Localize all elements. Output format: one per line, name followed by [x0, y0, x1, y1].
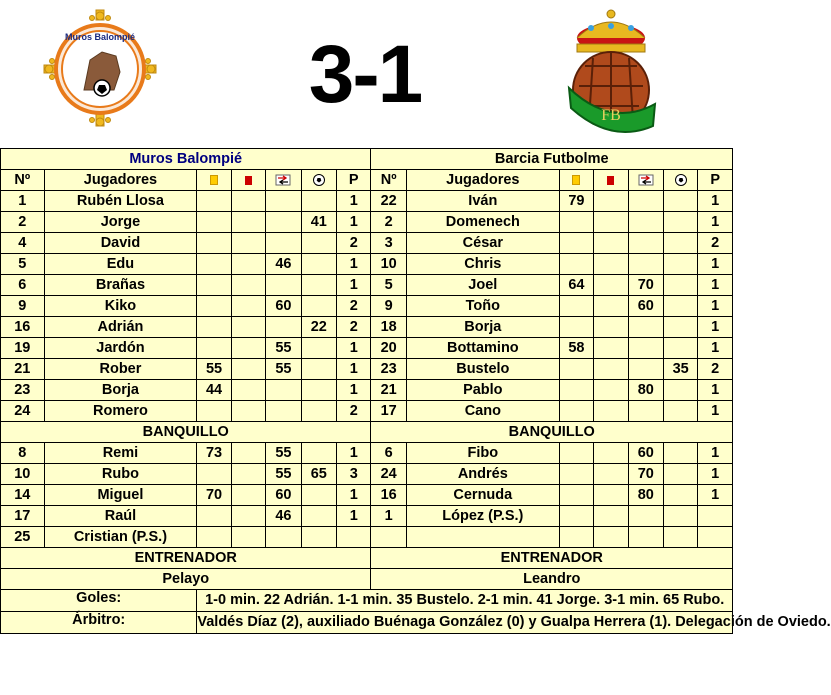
table-row — [1, 191, 733, 212]
red-card-minute — [231, 464, 265, 485]
player-number: 10 — [371, 254, 406, 275]
goal-minute — [663, 401, 697, 422]
player-name: Domenech — [406, 212, 559, 233]
yellow-card-minute — [197, 191, 231, 212]
player-points: 2 — [698, 359, 733, 380]
goal-minute — [663, 191, 697, 212]
red-card-minute — [231, 254, 265, 275]
goal-minute — [663, 317, 697, 338]
player-name: Edu — [44, 254, 197, 275]
substitution-minute — [628, 401, 663, 422]
red-card-minute — [594, 254, 628, 275]
player-number: 10 — [1, 464, 45, 485]
red-card-minute — [231, 506, 265, 527]
player-name: Adrián — [44, 317, 197, 338]
substitution-icon — [639, 175, 653, 185]
yellow-card-minute — [559, 254, 593, 275]
player-number: 5 — [1, 254, 45, 275]
player-number: 8 — [1, 443, 45, 464]
red-card-minute — [594, 212, 628, 233]
substitution-minute: 55 — [266, 443, 301, 464]
goal-minute — [301, 359, 336, 380]
col-header-goal — [301, 170, 336, 191]
yellow-card-icon — [572, 175, 580, 185]
player-number: 6 — [1, 275, 45, 296]
player-number: 18 — [371, 317, 406, 338]
player-name: Jorge — [44, 212, 197, 233]
red-card-minute — [231, 380, 265, 401]
player-number: 22 — [371, 191, 406, 212]
goal-minute — [663, 527, 697, 548]
substitution-icon — [276, 175, 290, 185]
player-name: Cano — [406, 401, 559, 422]
yellow-card-minute — [559, 317, 593, 338]
player-number — [371, 527, 406, 548]
yellow-card-minute — [197, 401, 231, 422]
player-name: Andrés — [406, 464, 559, 485]
goal-minute — [663, 506, 697, 527]
home-crest — [44, 10, 156, 128]
red-card-icon — [245, 176, 252, 185]
goal-minute — [301, 443, 336, 464]
substitution-minute: 46 — [266, 506, 301, 527]
referee-label: Árbitro: — [1, 612, 197, 634]
red-card-minute — [594, 296, 628, 317]
yellow-card-minute — [559, 233, 593, 254]
goals-summary: 1-0 min. 22 Adrián. 1-1 min. 35 Bustelo. 2-1 min. 41 Jorge. 3-1 min. 65 Rubo. — [197, 590, 733, 612]
player-points: 2 — [337, 233, 371, 254]
player-points: 1 — [337, 359, 371, 380]
red-card-minute — [231, 233, 265, 254]
away-crest-monogram: FB — [601, 107, 621, 124]
substitution-minute: 60 — [266, 296, 301, 317]
yellow-card-minute — [197, 527, 231, 548]
player-name: Brañas — [44, 275, 197, 296]
substitution-minute — [266, 233, 301, 254]
substitution-minute — [628, 191, 663, 212]
away-coach-name: Leandro — [371, 569, 733, 590]
home-col-points: P — [337, 170, 371, 191]
goal-minute: 41 — [301, 212, 336, 233]
substitution-minute: 80 — [628, 380, 663, 401]
player-points: 2 — [337, 317, 371, 338]
player-name: Cristian (P.S.) — [44, 527, 197, 548]
yellow-card-minute — [559, 380, 593, 401]
goal-minute: 35 — [663, 359, 697, 380]
player-points: 1 — [698, 296, 733, 317]
yellow-card-minute: 70 — [197, 485, 231, 506]
red-card-minute — [594, 464, 628, 485]
yellow-card-minute — [197, 464, 231, 485]
player-number: 20 — [371, 338, 406, 359]
red-card-minute — [594, 506, 628, 527]
player-points: 1 — [698, 254, 733, 275]
red-card-minute — [231, 296, 265, 317]
substitution-minute: 70 — [628, 275, 663, 296]
col-header-sub — [628, 170, 663, 191]
substitution-minute — [266, 212, 301, 233]
match-header — [0, 0, 733, 148]
red-card-minute — [231, 275, 265, 296]
red-card-minute — [594, 485, 628, 506]
referee-summary: Valdés Díaz (2), auxiliado Buénaga González (0) y Gualpa Herrera (1). Delegación de Oviedo. — [197, 612, 733, 634]
substitution-minute: 60 — [628, 296, 663, 317]
red-card-minute — [594, 191, 628, 212]
substitution-minute — [628, 359, 663, 380]
table-row — [1, 296, 733, 317]
player-points: 1 — [337, 338, 371, 359]
player-points — [698, 527, 733, 548]
substitution-minute — [628, 527, 663, 548]
away-col-number: Nº — [371, 170, 406, 191]
red-card-minute — [594, 317, 628, 338]
yellow-card-minute — [197, 506, 231, 527]
red-card-minute — [594, 443, 628, 464]
red-card-minute — [594, 338, 628, 359]
substitution-minute: 55 — [266, 338, 301, 359]
substitution-minute: 80 — [628, 485, 663, 506]
ball-icon — [675, 174, 687, 186]
red-card-minute — [231, 443, 265, 464]
player-name: Romero — [44, 401, 197, 422]
table-row — [1, 401, 733, 422]
table-row — [1, 506, 733, 527]
substitution-minute — [628, 254, 663, 275]
away-col-points: P — [698, 170, 733, 191]
substitution-minute — [266, 275, 301, 296]
away-col-players: Jugadores — [406, 170, 559, 191]
home-team-name: Muros Balompié — [1, 149, 371, 170]
red-card-minute — [594, 233, 628, 254]
player-number: 1 — [1, 191, 45, 212]
col-header-red — [594, 170, 628, 191]
substitution-minute — [266, 191, 301, 212]
player-name: David — [44, 233, 197, 254]
player-number: 1 — [371, 506, 406, 527]
goal-minute — [301, 233, 336, 254]
table-row — [1, 527, 733, 548]
substitution-minute: 46 — [266, 254, 301, 275]
player-points: 1 — [698, 464, 733, 485]
player-points: 1 — [698, 212, 733, 233]
substitution-minute — [266, 317, 301, 338]
home-coach-heading: ENTRENADOR — [1, 548, 371, 569]
substitution-minute — [266, 401, 301, 422]
red-card-minute — [231, 317, 265, 338]
table-row — [1, 380, 733, 401]
player-points: 2 — [698, 233, 733, 254]
player-number: 16 — [1, 317, 45, 338]
player-name: López (P.S.) — [406, 506, 559, 527]
goal-minute — [301, 296, 336, 317]
substitution-minute: 60 — [628, 443, 663, 464]
red-card-minute — [231, 527, 265, 548]
goal-minute — [301, 527, 336, 548]
table-row — [1, 464, 733, 485]
col-header-yellow — [559, 170, 593, 191]
yellow-card-icon — [210, 175, 218, 185]
red-card-minute — [231, 359, 265, 380]
goal-minute — [663, 296, 697, 317]
player-name: Remi — [44, 443, 197, 464]
player-number: 2 — [1, 212, 45, 233]
player-name: Bustelo — [406, 359, 559, 380]
player-name: Borja — [406, 317, 559, 338]
player-points: 1 — [698, 275, 733, 296]
away-coach-heading: ENTRENADOR — [371, 548, 733, 569]
player-number: 9 — [371, 296, 406, 317]
player-points: 1 — [337, 212, 371, 233]
player-name: Rubo — [44, 464, 197, 485]
player-points: 1 — [337, 191, 371, 212]
player-points: 1 — [698, 317, 733, 338]
away-crest — [565, 8, 657, 136]
table-row — [1, 254, 733, 275]
substitution-minute: 55 — [266, 464, 301, 485]
player-number: 4 — [1, 233, 45, 254]
yellow-card-minute — [559, 212, 593, 233]
yellow-card-minute — [559, 506, 593, 527]
table-row — [1, 317, 733, 338]
player-points: 1 — [337, 254, 371, 275]
player-number: 6 — [371, 443, 406, 464]
goal-minute — [663, 212, 697, 233]
goal-minute — [301, 506, 336, 527]
home-bench-heading: BANQUILLO — [1, 422, 371, 443]
player-points: 1 — [337, 380, 371, 401]
yellow-card-minute: 73 — [197, 443, 231, 464]
player-name: Kiko — [44, 296, 197, 317]
yellow-card-minute — [197, 212, 231, 233]
player-number: 17 — [1, 506, 45, 527]
red-card-minute — [231, 212, 265, 233]
red-card-minute — [231, 485, 265, 506]
yellow-card-minute — [197, 254, 231, 275]
goal-minute — [663, 275, 697, 296]
player-number: 24 — [1, 401, 45, 422]
away-team-name: Barcia Futbolme — [371, 149, 733, 170]
red-card-minute — [231, 338, 265, 359]
goal-minute — [663, 485, 697, 506]
goal-minute — [301, 401, 336, 422]
goal-minute — [301, 338, 336, 359]
red-card-icon — [607, 176, 614, 185]
substitution-minute — [628, 233, 663, 254]
red-card-minute — [594, 380, 628, 401]
yellow-card-minute: 44 — [197, 380, 231, 401]
substitution-minute: 55 — [266, 359, 301, 380]
yellow-card-minute — [559, 485, 593, 506]
player-number: 16 — [371, 485, 406, 506]
yellow-card-minute — [559, 443, 593, 464]
yellow-card-minute — [197, 317, 231, 338]
player-points: 1 — [698, 338, 733, 359]
goal-minute — [301, 254, 336, 275]
yellow-card-minute — [559, 527, 593, 548]
substitution-minute — [266, 527, 301, 548]
red-card-minute — [594, 359, 628, 380]
player-points: 1 — [698, 485, 733, 506]
player-name: Cernuda — [406, 485, 559, 506]
yellow-card-minute — [559, 359, 593, 380]
substitution-minute: 60 — [266, 485, 301, 506]
goal-minute: 22 — [301, 317, 336, 338]
substitution-minute — [628, 338, 663, 359]
goal-minute — [663, 443, 697, 464]
goal-minute — [663, 380, 697, 401]
goals-label: Goles: — [1, 590, 197, 612]
player-name: Rubén Llosa — [44, 191, 197, 212]
col-header-red — [231, 170, 265, 191]
yellow-card-minute: 58 — [559, 338, 593, 359]
player-name: Rober — [44, 359, 197, 380]
substitution-minute: 70 — [628, 464, 663, 485]
player-number: 17 — [371, 401, 406, 422]
home-crest-text: Muros Balompié — [64, 32, 136, 42]
player-points: 3 — [337, 464, 371, 485]
goal-minute — [663, 233, 697, 254]
red-card-minute — [231, 401, 265, 422]
table-row — [1, 338, 733, 359]
player-number: 21 — [1, 359, 45, 380]
player-points: 1 — [337, 485, 371, 506]
player-number: 25 — [1, 527, 45, 548]
red-card-minute — [594, 527, 628, 548]
substitution-minute — [266, 380, 301, 401]
table-row — [1, 275, 733, 296]
player-name: Jardón — [44, 338, 197, 359]
player-number: 3 — [371, 233, 406, 254]
home-col-number: Nº — [1, 170, 45, 191]
col-header-goal — [663, 170, 697, 191]
player-points: 1 — [337, 275, 371, 296]
away-bench-heading: BANQUILLO — [371, 422, 733, 443]
player-points: 2 — [337, 296, 371, 317]
player-name: Borja — [44, 380, 197, 401]
player-name: Iván — [406, 191, 559, 212]
player-number: 9 — [1, 296, 45, 317]
player-number: 19 — [1, 338, 45, 359]
player-points — [698, 506, 733, 527]
ball-icon — [313, 174, 325, 186]
table-row — [1, 443, 733, 464]
player-points — [337, 527, 371, 548]
player-name: Raúl — [44, 506, 197, 527]
yellow-card-minute: 79 — [559, 191, 593, 212]
red-card-minute — [231, 191, 265, 212]
player-points: 1 — [698, 380, 733, 401]
player-name: César — [406, 233, 559, 254]
substitution-minute — [628, 506, 663, 527]
yellow-card-minute: 64 — [559, 275, 593, 296]
player-points: 1 — [337, 443, 371, 464]
table-row — [1, 359, 733, 380]
table-row — [1, 212, 733, 233]
player-number: 14 — [1, 485, 45, 506]
goal-minute — [663, 254, 697, 275]
yellow-card-minute — [559, 464, 593, 485]
player-name — [406, 527, 559, 548]
player-number: 2 — [371, 212, 406, 233]
substitution-minute — [628, 317, 663, 338]
yellow-card-minute — [559, 296, 593, 317]
red-card-minute — [594, 401, 628, 422]
player-points: 1 — [698, 401, 733, 422]
player-name: Joel — [406, 275, 559, 296]
col-header-sub — [266, 170, 301, 191]
player-number: 21 — [371, 380, 406, 401]
goal-minute — [663, 464, 697, 485]
yellow-card-minute — [197, 338, 231, 359]
yellow-card-minute — [197, 233, 231, 254]
home-coach-name: Pelayo — [1, 569, 371, 590]
table-row — [1, 485, 733, 506]
player-name: Toño — [406, 296, 559, 317]
player-name: Miguel — [44, 485, 197, 506]
yellow-card-minute: 55 — [197, 359, 231, 380]
table-row — [1, 233, 733, 254]
player-number: 23 — [371, 359, 406, 380]
goal-minute — [301, 275, 336, 296]
match-sheet — [0, 148, 831, 634]
player-number: 5 — [371, 275, 406, 296]
goal-minute — [301, 485, 336, 506]
yellow-card-minute — [197, 296, 231, 317]
player-points: 1 — [698, 191, 733, 212]
player-name: Fibo — [406, 443, 559, 464]
goal-minute: 65 — [301, 464, 336, 485]
player-points: 1 — [698, 443, 733, 464]
goal-minute — [301, 380, 336, 401]
player-number: 24 — [371, 464, 406, 485]
goal-minute — [301, 191, 336, 212]
player-number: 23 — [1, 380, 45, 401]
yellow-card-minute — [197, 275, 231, 296]
player-name: Bottamino — [406, 338, 559, 359]
red-card-minute — [594, 275, 628, 296]
player-points: 2 — [337, 401, 371, 422]
home-col-players: Jugadores — [44, 170, 197, 191]
yellow-card-minute — [559, 401, 593, 422]
col-header-yellow — [197, 170, 231, 191]
goal-minute — [663, 338, 697, 359]
player-name: Chris — [406, 254, 559, 275]
substitution-minute — [628, 212, 663, 233]
final-score: 3-1 — [308, 29, 422, 120]
player-name: Pablo — [406, 380, 559, 401]
player-points: 1 — [337, 506, 371, 527]
